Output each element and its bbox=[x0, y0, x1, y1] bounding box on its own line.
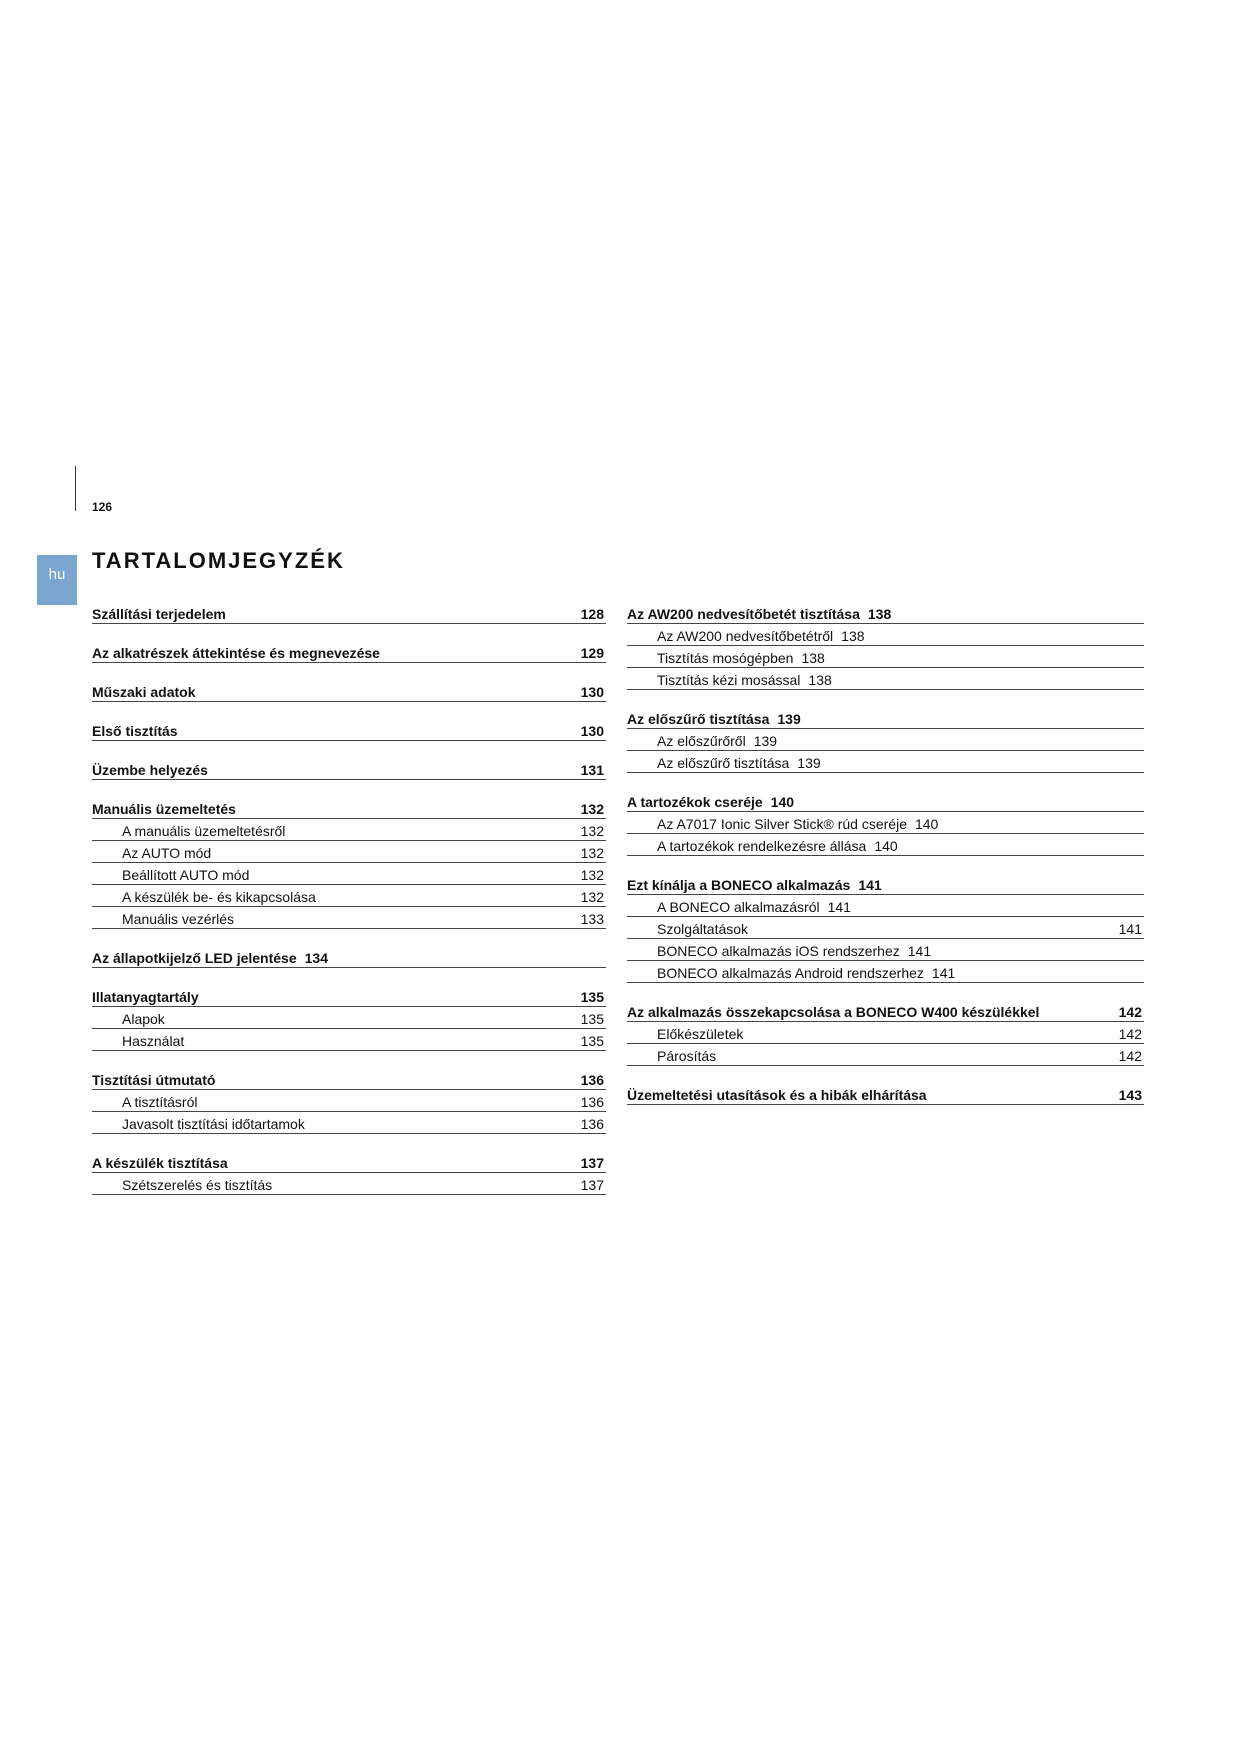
toc-section bbox=[92, 640, 606, 663]
toc-section-title bbox=[627, 876, 882, 894]
toc-subentry-title bbox=[122, 1176, 272, 1194]
toc-inline-page-number: 139 bbox=[753, 733, 778, 749]
toc-section-title bbox=[92, 605, 226, 623]
toc-inline-page-number: 141 bbox=[858, 877, 882, 893]
toc-subentry-title bbox=[122, 1093, 197, 1111]
toc-right-column bbox=[627, 601, 1144, 1121]
toc-section-title bbox=[92, 644, 380, 662]
toc-entry-text: Szétszerelés és tisztítás bbox=[122, 1177, 273, 1193]
toc-entry-text: A BONECO alkalmazásról bbox=[657, 899, 820, 915]
toc-entry-text: Az alkatrészek áttekintése és megnevezése bbox=[92, 645, 380, 661]
toc-section-entry[interactable] bbox=[627, 601, 1144, 624]
toc-page-number: 142 bbox=[1118, 1004, 1142, 1020]
toc-page-number: 137 bbox=[580, 1177, 604, 1193]
toc-subentry[interactable] bbox=[627, 917, 1144, 939]
toc-section-entry[interactable] bbox=[92, 1067, 606, 1090]
toc-inline-page-number: 141 bbox=[907, 943, 932, 959]
toc-entry-text: Az A7017 Ionic Silver Stick® rúd cseréje bbox=[657, 816, 907, 832]
toc-section-entry[interactable] bbox=[92, 640, 606, 663]
toc-section bbox=[92, 679, 606, 702]
toc-subentry-title bbox=[122, 1010, 165, 1028]
toc-subentry-title bbox=[657, 754, 821, 772]
toc-subentry[interactable] bbox=[627, 834, 1144, 856]
toc-inline-page-number: 140 bbox=[914, 816, 939, 832]
toc-entry-text: Manuális üzemeltetés bbox=[92, 801, 236, 817]
toc-entry-text: Beállított AUTO mód bbox=[122, 867, 250, 883]
toc-subentry-title bbox=[122, 866, 249, 884]
toc-inline-page-number: 139 bbox=[777, 711, 801, 727]
toc-section-title bbox=[92, 761, 208, 779]
toc-entry-text: Ezt kínálja a BONECO alkalmazás bbox=[627, 877, 851, 893]
toc-inline-page-number: 141 bbox=[827, 899, 851, 915]
toc-entry-text: Első tisztítás bbox=[92, 723, 178, 739]
toc-page-number: 142 bbox=[1118, 1048, 1142, 1064]
toc-section-entry[interactable] bbox=[92, 796, 606, 819]
toc-subentry[interactable] bbox=[627, 729, 1144, 751]
toc-page-number: 136 bbox=[580, 1072, 604, 1088]
toc-subentry[interactable] bbox=[627, 668, 1144, 690]
toc-subentry[interactable] bbox=[92, 841, 606, 863]
toc-subentry[interactable] bbox=[92, 1090, 606, 1112]
language-tab: hu bbox=[37, 555, 77, 605]
toc-subentry-title bbox=[657, 1025, 743, 1043]
toc-entry-text: Az előszűrő tisztítása bbox=[627, 711, 770, 727]
toc-section bbox=[92, 718, 606, 741]
toc-subentry[interactable] bbox=[92, 1007, 606, 1029]
toc-entry-text: Manuális vezérlés bbox=[122, 911, 235, 927]
toc-section-title bbox=[92, 800, 236, 818]
toc-section bbox=[92, 945, 606, 968]
toc-page-number: 132 bbox=[580, 845, 604, 861]
toc-entry-text: Üzembe helyezés bbox=[92, 762, 208, 778]
toc-section-entry[interactable] bbox=[92, 679, 606, 702]
toc-entry-text: BONECO alkalmazás Android rendszerhez bbox=[657, 965, 924, 981]
toc-page-number: 135 bbox=[580, 989, 604, 1005]
toc-inline-page-number: 138 bbox=[841, 628, 865, 644]
toc-section bbox=[627, 601, 1144, 690]
toc-subentry[interactable] bbox=[627, 624, 1144, 646]
toc-page-number: 135 bbox=[580, 1033, 604, 1049]
toc-subentry-title bbox=[657, 815, 938, 833]
toc-entry-text: Szállítási terjedelem bbox=[92, 606, 226, 622]
toc-subentry-title bbox=[657, 671, 832, 689]
toc-section-title bbox=[92, 683, 195, 701]
toc-section bbox=[627, 789, 1144, 856]
toc-subentry[interactable] bbox=[92, 1029, 606, 1051]
toc-subentry-title bbox=[657, 920, 748, 938]
page-margin-rule bbox=[75, 466, 76, 511]
toc-entry-text: A készülék tisztítása bbox=[92, 1155, 228, 1171]
toc-subentry-title bbox=[657, 1047, 716, 1065]
toc-subentry[interactable] bbox=[627, 646, 1144, 668]
toc-section-title bbox=[627, 605, 891, 623]
toc-section-entry[interactable] bbox=[92, 945, 606, 968]
toc-section-title bbox=[92, 1154, 228, 1172]
toc-inline-page-number: 138 bbox=[808, 672, 832, 688]
toc-section-entry[interactable] bbox=[92, 984, 606, 1007]
toc-section-entry[interactable] bbox=[627, 706, 1144, 729]
toc-section-title bbox=[92, 722, 178, 740]
toc-entry-text: Javasolt tisztítási időtartamok bbox=[122, 1116, 305, 1132]
toc-entry-text: BONECO alkalmazás iOS rendszerhez bbox=[657, 943, 900, 959]
toc-subentry-title bbox=[657, 964, 955, 982]
toc-page-number: 137 bbox=[580, 1155, 604, 1171]
toc-section-title bbox=[92, 988, 199, 1006]
toc-section bbox=[92, 1067, 606, 1134]
toc-entry-text: A tartozékok rendelkezésre állása bbox=[657, 838, 867, 854]
toc-subentry[interactable] bbox=[92, 819, 606, 841]
toc-section-title bbox=[92, 949, 328, 967]
toc-entry-text: Az AW200 nedvesítőbetét tisztítása bbox=[627, 606, 860, 622]
toc-inline-page-number: 141 bbox=[931, 965, 956, 981]
toc-subentry-title bbox=[657, 942, 931, 960]
toc-section-entry[interactable] bbox=[627, 872, 1144, 895]
toc-entry-text: A készülék be- és kikapcsolása bbox=[122, 889, 316, 905]
toc-section bbox=[627, 999, 1144, 1066]
toc-left-column bbox=[92, 601, 606, 1211]
toc-section bbox=[627, 872, 1144, 983]
toc-subentry[interactable] bbox=[627, 1022, 1144, 1044]
toc-entry-text: Alapok bbox=[122, 1011, 165, 1027]
toc-subentry-title bbox=[122, 844, 211, 862]
toc-section-title bbox=[627, 710, 801, 728]
toc-subentry-title bbox=[122, 1032, 184, 1050]
toc-entry-text: Tisztítási útmutató bbox=[92, 1072, 216, 1088]
toc-entry-text: Az AUTO mód bbox=[122, 845, 212, 861]
toc-subentry-title bbox=[122, 1115, 305, 1133]
toc-entry-text: A manuális üzemeltetésről bbox=[122, 823, 286, 839]
toc-section-entry[interactable] bbox=[92, 601, 606, 624]
toc-section-title bbox=[627, 1003, 1039, 1021]
toc-page-number: 132 bbox=[580, 889, 604, 905]
toc-section-title bbox=[627, 1086, 927, 1104]
toc-subentry[interactable] bbox=[92, 907, 606, 929]
toc-entry-text: Szolgáltatások bbox=[657, 921, 749, 937]
toc-inline-page-number: 140 bbox=[770, 794, 795, 810]
toc-page-number: 136 bbox=[580, 1094, 604, 1110]
toc-entry-text: Az előszűrő tisztítása bbox=[657, 755, 790, 771]
toc-page-number: 143 bbox=[1118, 1087, 1142, 1103]
toc-subentry-title bbox=[122, 910, 234, 928]
toc-entry-text: A tisztításról bbox=[122, 1094, 198, 1110]
toc-section-entry[interactable] bbox=[92, 757, 606, 780]
toc-entry-text: Üzemeltetési utasítások és a hibák elhárítása bbox=[627, 1087, 927, 1103]
toc-entry-text: Párosítás bbox=[657, 1048, 717, 1064]
toc-subentry-title bbox=[657, 627, 865, 645]
toc-title: TARTALOMJEGYZÉK bbox=[92, 548, 345, 573]
toc-entry-text: Műszaki adatok bbox=[92, 684, 196, 700]
toc-section bbox=[92, 1150, 606, 1195]
toc-section-title bbox=[92, 1071, 215, 1089]
toc-subentry[interactable] bbox=[92, 863, 606, 885]
toc-page-number: 128 bbox=[580, 606, 604, 622]
toc-subentry-title bbox=[657, 898, 851, 916]
toc-subentry[interactable] bbox=[627, 895, 1144, 917]
toc-entry-text: Illatanyagtartály bbox=[92, 989, 199, 1005]
toc-page-number: 136 bbox=[580, 1116, 604, 1132]
toc-entry-text: Az AW200 nedvesítőbetétről bbox=[657, 628, 834, 644]
toc-page-number: 130 bbox=[580, 684, 604, 700]
toc-entry-text: Az alkalmazás összekapcsolása a BONECO W400 készülékkel bbox=[627, 1004, 1040, 1020]
toc-section bbox=[627, 1082, 1144, 1105]
toc-entry-text: Előkészületek bbox=[657, 1026, 744, 1042]
toc-section bbox=[92, 757, 606, 780]
toc-section-entry[interactable] bbox=[92, 1150, 606, 1173]
toc-section bbox=[627, 706, 1144, 773]
toc-page-number: 135 bbox=[580, 1011, 604, 1027]
toc-section-title bbox=[627, 793, 794, 811]
toc-subentry[interactable] bbox=[92, 1173, 606, 1195]
page-number: 126 bbox=[92, 500, 113, 514]
toc-subentry-title bbox=[657, 837, 898, 855]
toc-section bbox=[92, 796, 606, 929]
toc-page-number: 132 bbox=[580, 823, 604, 839]
toc-page-number: 131 bbox=[580, 762, 604, 778]
toc-inline-page-number: 134 bbox=[304, 950, 328, 966]
toc-subentry[interactable] bbox=[627, 751, 1144, 773]
toc-page-number: 142 bbox=[1118, 1026, 1142, 1042]
toc-subentry[interactable] bbox=[627, 939, 1144, 961]
toc-inline-page-number: 138 bbox=[867, 606, 892, 622]
toc-page-number: 132 bbox=[580, 867, 604, 883]
toc-section-entry[interactable] bbox=[627, 789, 1144, 812]
toc-subentry-title bbox=[657, 732, 777, 750]
toc-subentry[interactable] bbox=[627, 961, 1144, 983]
toc-inline-page-number: 139 bbox=[797, 755, 821, 771]
toc-subentry[interactable] bbox=[627, 812, 1144, 834]
toc-subentry[interactable] bbox=[627, 1044, 1144, 1066]
toc-entry-text: Az állapotkijelző LED jelentése bbox=[92, 950, 297, 966]
toc-page-number: 130 bbox=[580, 723, 604, 739]
toc-subentry[interactable] bbox=[92, 1112, 606, 1134]
toc-subentry-title bbox=[122, 888, 316, 906]
toc-page-number: 133 bbox=[580, 911, 604, 927]
toc-subentry-title bbox=[657, 649, 825, 667]
toc-page-number: 132 bbox=[580, 801, 604, 817]
toc-entry-text: Használat bbox=[122, 1033, 185, 1049]
toc-entry-text: A tartozékok cseréje bbox=[627, 794, 763, 810]
toc-entry-text: Az előszűrőről bbox=[657, 733, 746, 749]
toc-subentry-title bbox=[122, 822, 285, 840]
toc-section-entry[interactable] bbox=[627, 1082, 1144, 1105]
toc-entry-text: Tisztítás kézi mosással bbox=[657, 672, 801, 688]
toc-section bbox=[92, 601, 606, 624]
toc-section bbox=[92, 984, 606, 1051]
toc-subentry[interactable] bbox=[92, 885, 606, 907]
toc-inline-page-number: 138 bbox=[801, 650, 825, 666]
toc-section-entry[interactable] bbox=[627, 999, 1144, 1022]
toc-section-entry[interactable] bbox=[92, 718, 606, 741]
toc-page-number: 141 bbox=[1118, 921, 1142, 937]
toc-entry-text: Tisztítás mosógépben bbox=[657, 650, 794, 666]
toc-inline-page-number: 140 bbox=[874, 838, 898, 854]
toc-page-number: 129 bbox=[580, 645, 604, 661]
